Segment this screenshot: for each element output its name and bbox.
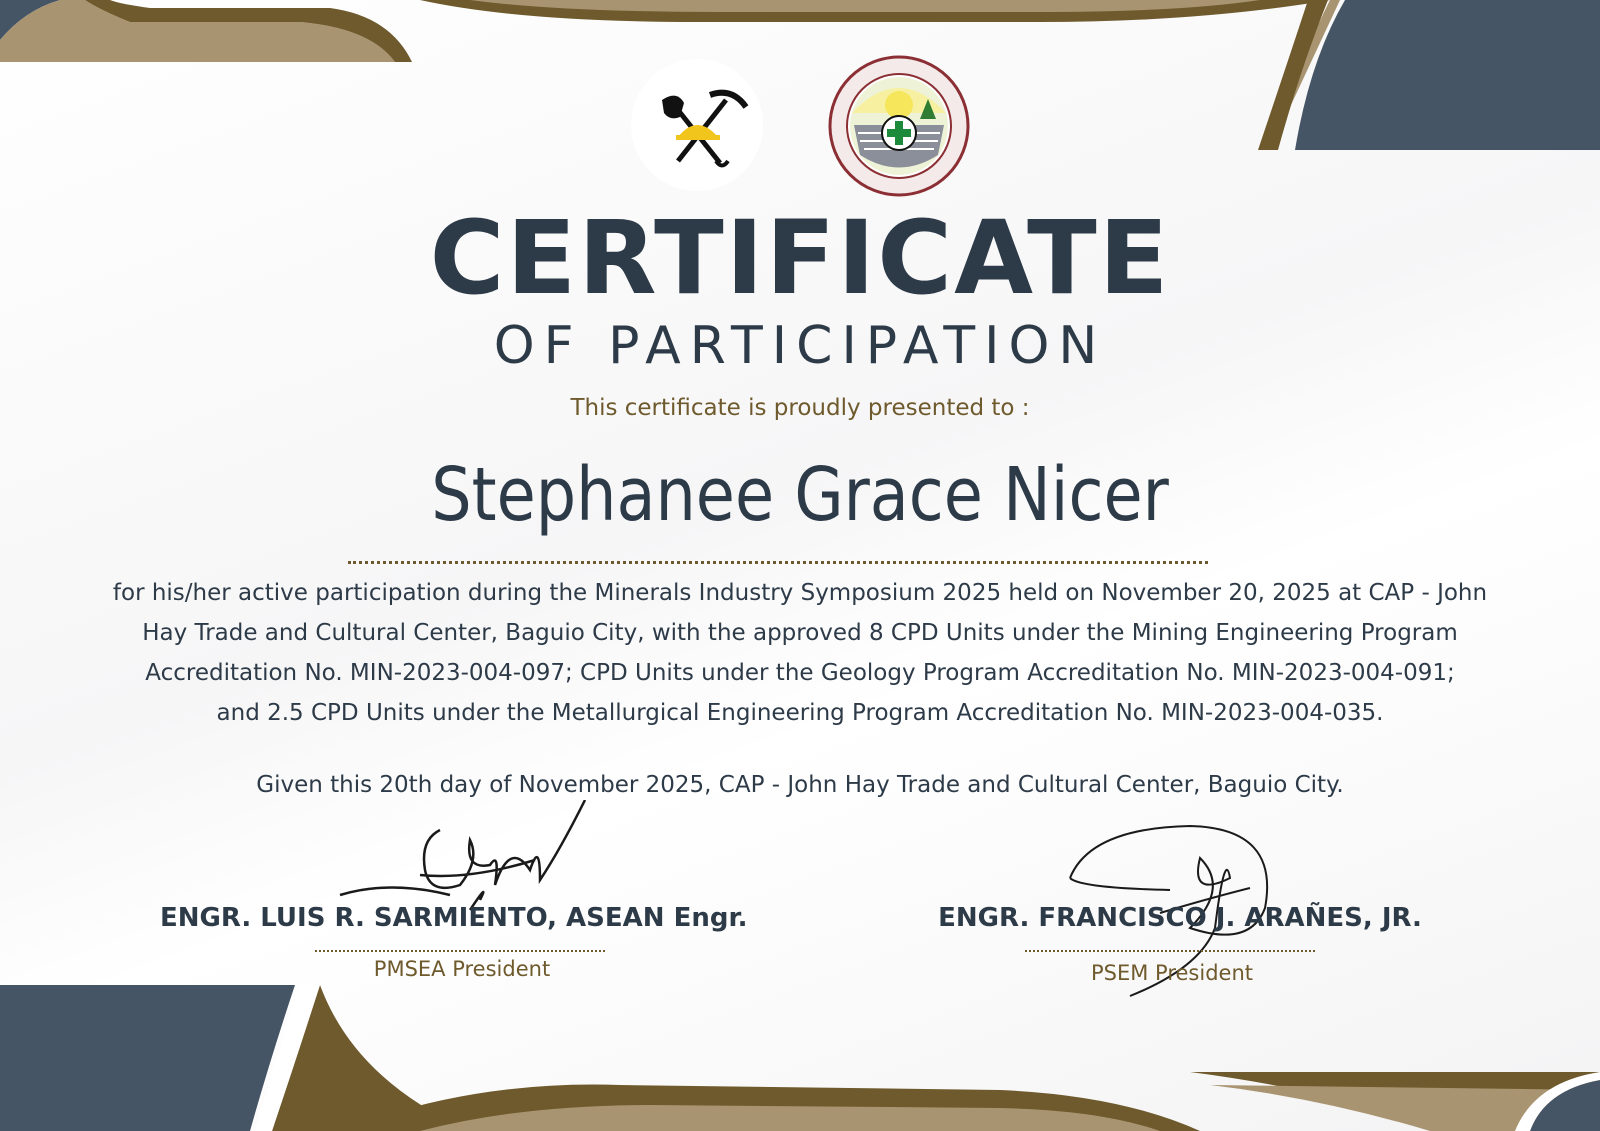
signatory-1-title: PMSEA President	[373, 957, 551, 981]
psem-logo	[622, 55, 772, 195]
statement-line-1: for his/her active participation during the Minerals Industry Symposium 2025 held on November 20, 2025 at CAP - John	[112, 580, 1488, 606]
signatory-2-rule	[1025, 950, 1315, 952]
given-date-line: Given this 20th day of November 2025, CAP - John Hay Trade and Cultural Center, Baguio City.	[256, 772, 1344, 798]
name-underline	[348, 561, 1208, 564]
statement-line-2: Hay Trade and Cultural Center, Baguio City, with the approved 8 CPD Units under the Mining Engineering Program	[142, 620, 1458, 646]
participation-statement	[30, 573, 1570, 733]
certificate-title: CERTIFICATE	[429, 199, 1171, 318]
signatory-1-name: ENGR. LUIS R. SARMIENTO, ASEAN Engr.	[160, 903, 748, 933]
recipient-name: Stephanee Grace Nicer	[431, 452, 1169, 538]
statement-line-4: and 2.5 CPD Units under the Metallurgical Engineering Program Accreditation No. MIN-2023-004-035.	[216, 700, 1384, 726]
signatory-2-name: ENGR. FRANCISCO J. ARAÑES, JR.	[938, 903, 1422, 933]
pmsea-logo	[828, 55, 970, 197]
presented-to-text: This certificate is proudly presented to :	[570, 395, 1030, 421]
statement-line-3: Accreditation No. MIN-2023-004-097; CPD Units under the Geology Program Accreditation No. MIN-2023-004-091;	[145, 660, 1455, 686]
signatory-2-title: PSEM President	[1090, 961, 1253, 985]
signatory-1-rule	[315, 950, 605, 952]
certificate-subtitle: OF PARTICIPATION	[493, 316, 1107, 376]
